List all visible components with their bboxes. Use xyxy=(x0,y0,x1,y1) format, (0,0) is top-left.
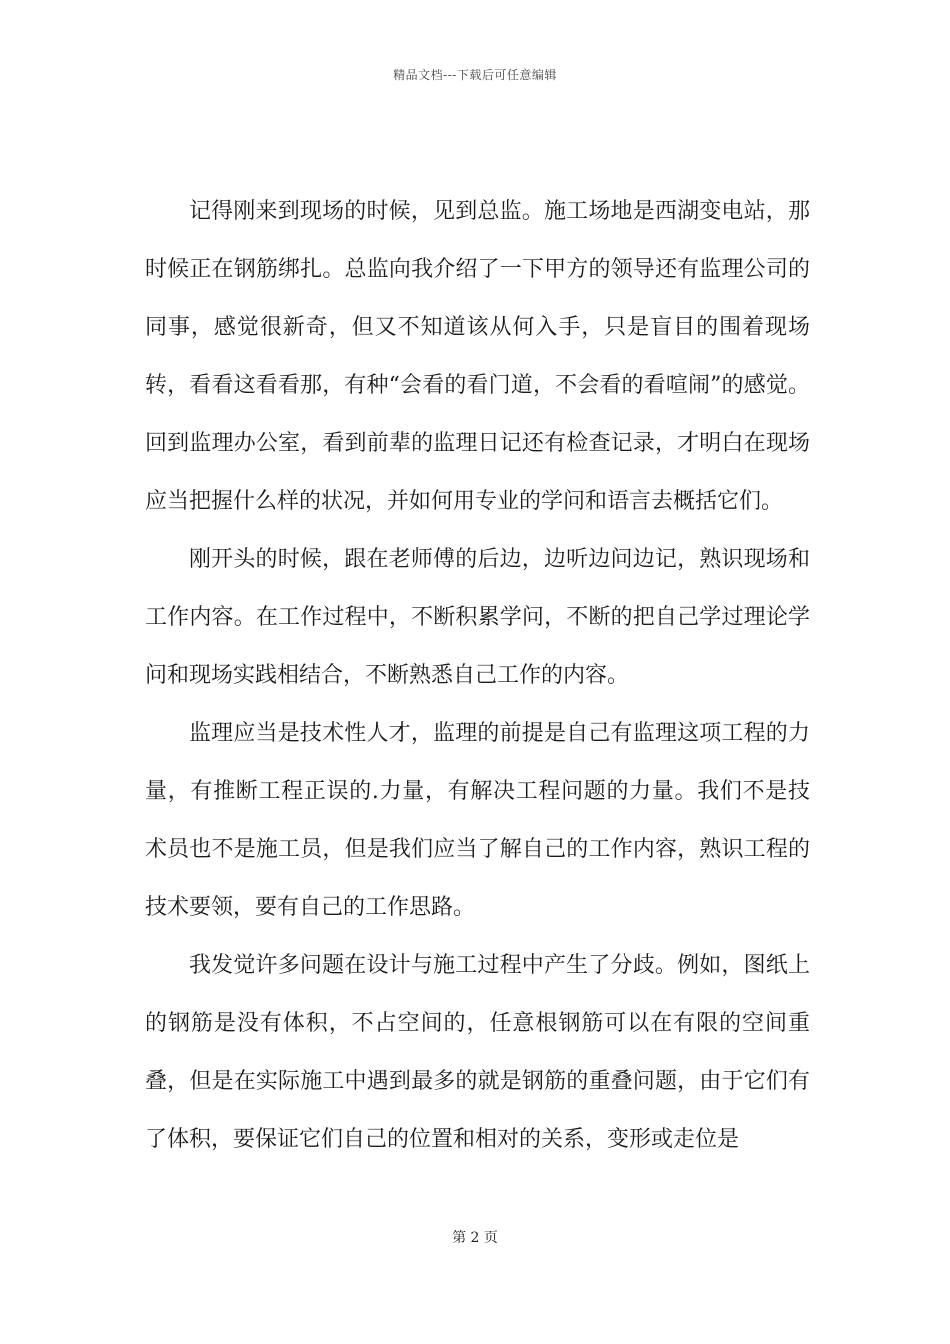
page-header: 精品文档---下载后可任意编辑 xyxy=(393,68,557,82)
paragraph-4: 我发觉许多问题在设计与施工过程中产生了分歧。例如，图纸上的钢筋是没有体积，不占空间的，任意根钢筋可以在有限的空间重叠，但是在实际施工中遇到最多的就是钢筋的重叠问题，由于它们有了体积，要保证它们自己的位置和相对的关系，变形或走位是 xyxy=(145,953,810,1152)
page-number: 第 2 页 xyxy=(452,1230,498,1246)
paragraph-2: 刚开头的时候，跟在老师傅的后边，边听边问边记，熟识现场和工作内容。在工作过程中，不断积累学问，不断的把自己学过理论学问和现场实践相结合，不断熟悉自己工作的内容。 xyxy=(145,547,810,688)
paragraph-1: 记得刚来到现场的时候，见到总监。施工场地是西湖变电站，那时候正在钢筋绑扎。总监向我介绍了一下甲方的领导还有监理公司的同事，感觉很新奇，但又不知道该从何入手，只是盲目的围着现场转，看看这看看那，有种“会看的看门道，不会看的看喧闹”的感觉。回到监理办公室，看到前辈的监理日记还有检查记录，才明白在现场应当把握什么样的状况，并如何用专业的学问和语言去概括它们。 xyxy=(145,199,810,514)
paragraph-3: 监理应当是技术性人才，监理的前提是自己有监理这项工程的力量，有推断工程正误的.力量，有解决工程问题的力量。我们不是技术员也不是施工员，但是我们应当了解自己的工作内容，熟识工程的技术要领，要有自己的工作思路。 xyxy=(145,721,810,920)
document-body xyxy=(145,183,810,1169)
